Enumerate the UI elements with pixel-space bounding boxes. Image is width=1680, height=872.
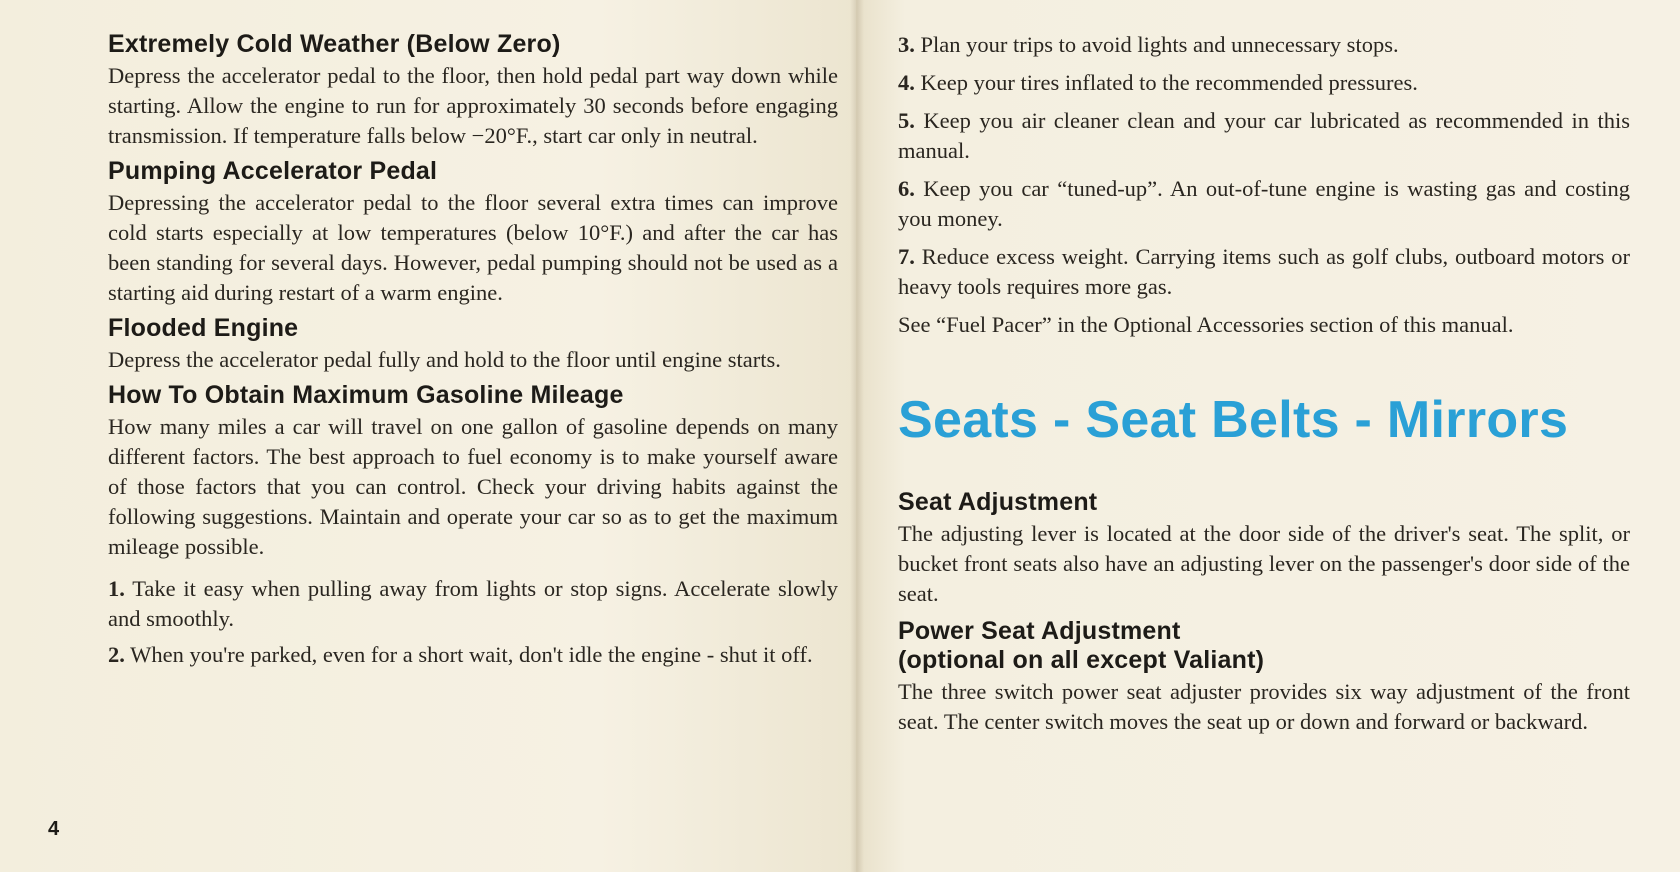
section-heading: Flooded Engine bbox=[108, 314, 299, 342]
tip-number: 4. bbox=[898, 70, 915, 95]
tip-item bbox=[898, 174, 1630, 234]
tip-number: 5. bbox=[898, 108, 915, 133]
section-flooded-engine bbox=[108, 314, 838, 375]
tip-text: Keep you car “tuned-up”. An out-of-tune engine is wasting gas and costing you money. bbox=[898, 176, 1630, 231]
tip-text: Keep you air cleaner clean and your car lubricated as recommended in this manual. bbox=[898, 108, 1631, 163]
subsection-body: The three switch power seat adjuster provides six way adjustment of the front seat. The center switch moves the seat up or down and forward or backward. bbox=[898, 679, 1630, 734]
section-heading: Pumping Accelerator Pedal bbox=[108, 157, 438, 185]
tip-number: 3. bbox=[898, 32, 915, 57]
section-cold-weather bbox=[108, 30, 838, 151]
tip-item bbox=[898, 242, 1630, 302]
tip-number: 6. bbox=[898, 176, 915, 201]
subsection-heading-note: (optional on all except Valiant) bbox=[898, 646, 1265, 674]
section-gasoline-mileage bbox=[108, 381, 838, 562]
tip-item bbox=[898, 30, 1630, 60]
tip-item bbox=[108, 574, 838, 634]
left-column bbox=[108, 30, 838, 676]
tip-item bbox=[898, 68, 1630, 98]
tip-item bbox=[898, 106, 1630, 166]
section-body: Depressing the accelerator pedal to the floor several extra times can improve cold starts especially at low temperatures (below 10°F.) and after the car has been standing for several days. However, pedal pumping should not be used as a starting aid during restart of a warm engine. bbox=[108, 190, 838, 305]
subsection-body: The adjusting lever is located at the door side of the driver's seat. The split, or bucket front seats also have an adjusting lever on the passenger's door side of the seat. bbox=[898, 521, 1630, 606]
section-body: Depress the accelerator pedal to the floor, then hold pedal part way down while starting. Allow the engine to run for approximately 30 seconds before engaging transmission. If temperature falls below −20°F., start car only in neutral. bbox=[108, 63, 838, 148]
section-pumping-pedal bbox=[108, 157, 838, 308]
section-title: Seats - Seat Belts - Mirrors bbox=[898, 391, 1569, 449]
tip-text: Reduce excess weight. Carrying items such as golf clubs, outboard motors or heavy tools requires more gas. bbox=[898, 244, 1631, 299]
subsection-power-seat bbox=[898, 617, 1630, 737]
tip-text: When you're parked, even for a short wait, don't idle the engine - shut it off. bbox=[130, 642, 813, 667]
see-note: See “Fuel Pacer” in the Optional Accessories section of this manual. bbox=[898, 312, 1514, 337]
section-heading: How To Obtain Maximum Gasoline Mileage bbox=[108, 381, 624, 409]
section-body: Depress the accelerator pedal fully and hold to the floor until engine starts. bbox=[108, 347, 781, 372]
tip-number: 2. bbox=[108, 642, 125, 667]
subsection-heading: Power Seat Adjustment bbox=[898, 617, 1181, 645]
tip-number: 1. bbox=[108, 576, 125, 601]
page-fold bbox=[850, 0, 864, 872]
subsection-seat-adjustment bbox=[898, 488, 1630, 609]
tip-number: 7. bbox=[898, 244, 915, 269]
section-body: How many miles a car will travel on one gallon of gasoline depends on many different factors. The best approach to fuel economy is to make yourself aware of those factors that you can control. Check your driving habits against the following suggestions. Maintain and operate your car so as to get the maximum mileage possible. bbox=[108, 414, 838, 559]
tip-item bbox=[108, 640, 838, 670]
section-heading: Extremely Cold Weather (Below Zero) bbox=[108, 30, 561, 58]
tip-text: Plan your trips to avoid lights and unnecessary stops. bbox=[920, 32, 1399, 57]
subsection-heading: Seat Adjustment bbox=[898, 488, 1098, 516]
tip-text: Take it easy when pulling away from lights or stop signs. Accelerate slowly and smoothly. bbox=[108, 576, 839, 631]
tip-text: Keep your tires inflated to the recommended pressures. bbox=[920, 70, 1418, 95]
right-column bbox=[898, 30, 1630, 745]
page-number: 4 bbox=[48, 818, 60, 840]
